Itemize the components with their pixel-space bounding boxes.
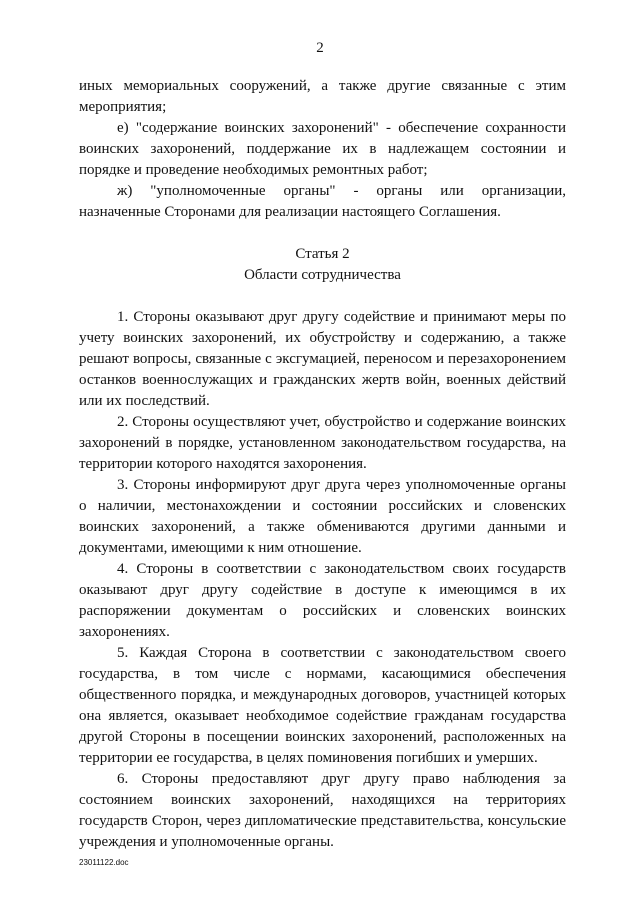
article-paragraph-2: 2. Стороны осуществляют учет, обустройство и содержание воинских захоронений в порядке, установленном законодательством государства, на территории которого находятся захоронения. — [79, 414, 566, 472]
article-paragraph-6: 6. Стороны предоставляют друг другу право наблюдения за состоянием воинских захоронений, находящихся на территориях государств Сторон, через дипломатические представительства, консульские учреждения и уполномоченные органы. — [79, 771, 566, 850]
article-paragraph-4: 4. Стороны в соответствии с законодательством своих государств оказывают друг другу содействие в доступе к имеющимся в их распоряжении документам о российских и словенских воинских захоронениях. — [79, 561, 566, 640]
article-heading — [79, 244, 566, 286]
article-title: Области сотрудничества — [244, 267, 401, 283]
paragraph-continuation: иных мемориальных сооружений, а также другие связанные с этим мероприятия; — [79, 78, 566, 115]
article-number: Статья 2 — [295, 246, 350, 262]
paragraph-definition-e: е) "содержание воинских захоронений" - обеспечение сохранности воинских захоронений, поддержание их в надлежащем состоянии и порядке и проведение необходимых ремонтных работ; — [79, 120, 566, 178]
article-paragraph-3: 3. Стороны информируют друг друга через уполномоченные органы о наличии, местонахождении и состоянии российских и словенских воинских захоронений, а также обмениваются другими данными и документами, имеющими к ним отношение. — [79, 477, 566, 556]
article-paragraph-1: 1. Стороны оказывают друг другу содействие и принимают меры по учету воинских захоронений, их обустройству и содержанию, а также решают вопросы, связанные с эксгумацией, переносом и перезахоронением останков военнослужащих и гражданских жертв войн, военных действий или их последствий. — [79, 309, 566, 409]
paragraph-definition-zh: ж) "уполномоченные органы" - органы или организации, назначенные Сторонами для реализации настоящего Соглашения. — [79, 183, 566, 220]
document-body — [79, 76, 566, 853]
page-number: 2 — [316, 40, 324, 56]
article-paragraph-5: 5. Каждая Сторона в соответствии с законодательством своего государства, в том числе с нормами, касающимися обеспечения общественного порядка, и международных договоров, участницей которых она является, оказывает необходимое содействие гражданам государства другой Стороны в посещении воинских захоронений, расположенных на территории ее государства, в целях поминовения погибших и умерших. — [79, 645, 566, 766]
footer-filename: 23011122.doc — [79, 858, 129, 867]
